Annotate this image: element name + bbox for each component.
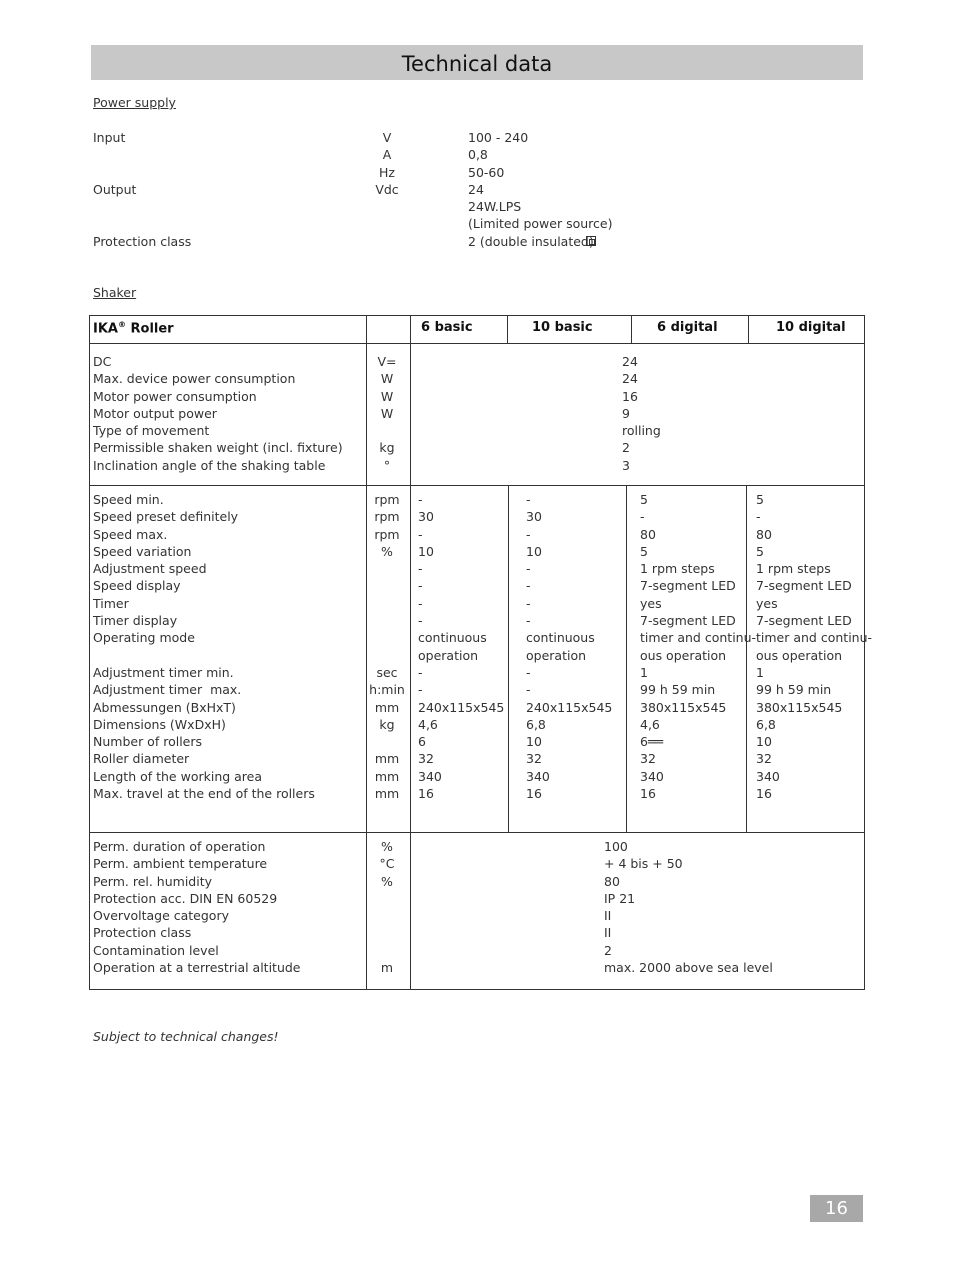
power-supply-heading: Power supply: [93, 95, 176, 110]
table-cell: 32: [756, 751, 772, 767]
table-cell: -: [640, 509, 645, 525]
table-cell: 16: [622, 388, 638, 404]
table-cell: -: [418, 492, 423, 507]
table-header-model: 10 digital: [776, 320, 846, 335]
table-cell: %: [381, 839, 393, 854]
table-divider: [410, 315, 411, 990]
table-cell: [93, 198, 191, 215]
table-cell: 24: [468, 181, 484, 197]
table-cell: V: [382, 130, 392, 145]
section3-values: [604, 838, 773, 976]
table-cell: 7-segment LED: [756, 578, 852, 594]
table-cell: m: [380, 960, 394, 976]
footer-note: Subject to technical changes!: [93, 1029, 279, 1044]
table-cell: + 4 bis + 50: [604, 856, 683, 872]
table-cell: Adjustment speed: [93, 561, 207, 577]
table-cell: [366, 612, 408, 629]
table-cell: -: [418, 526, 423, 542]
table-cell: 7-segment LED: [640, 578, 736, 594]
table-cell: rolling: [622, 423, 661, 439]
table-cell: 6══: [640, 734, 664, 750]
table-cell: -: [526, 578, 531, 594]
table-cell: Motor output power: [93, 405, 217, 421]
table-cell: rpm: [374, 492, 400, 507]
table-cell: -: [526, 664, 531, 680]
table-cell: 30: [418, 509, 434, 525]
table-cell: 9: [622, 405, 630, 421]
table-cell: sec: [376, 664, 398, 680]
table-cell: -: [418, 561, 423, 577]
table-cell: 1: [756, 664, 764, 680]
section2-units: [366, 491, 408, 802]
table-cell: continuous: [418, 630, 487, 646]
table-cell: Input: [93, 130, 126, 145]
table-cell: 100 - 240: [468, 130, 529, 145]
table-cell: [366, 560, 408, 577]
table-cell: [366, 629, 408, 646]
table-cell: 2: [604, 942, 612, 958]
table-cell: Adjustment timer min.: [93, 664, 234, 680]
table-cell: 24: [622, 354, 638, 369]
table-cell: 80: [640, 526, 656, 542]
table-divider: [748, 315, 749, 343]
table-cell: Dimensions (WxDxH): [93, 716, 226, 732]
table-cell: Protection class: [93, 925, 192, 941]
table-divider: [631, 315, 632, 343]
table-cell: 32: [418, 751, 434, 767]
table-cell: -: [418, 613, 423, 629]
table-cell: (Limited power source): [468, 216, 613, 232]
table-cell: W: [380, 371, 394, 387]
table-cell: °C: [379, 856, 395, 872]
table-cell: mm: [374, 786, 400, 802]
table-cell: Speed display: [93, 578, 181, 594]
table-cell: [366, 647, 408, 664]
table-cell: 50-60: [468, 164, 505, 180]
table-cell: Speed min.: [93, 492, 164, 507]
shaker-heading: Shaker: [93, 285, 137, 300]
table-cell: timer and continu-: [640, 630, 757, 646]
table-cell: -: [526, 561, 531, 577]
table-cell: 2 (double insulated): [468, 233, 594, 249]
table-cell: 4,6: [418, 716, 438, 732]
table-cell: -: [418, 682, 423, 698]
table-cell: Adjustment timer max.: [93, 682, 242, 698]
table-cell: mm: [374, 751, 400, 767]
table-cell: %: [381, 873, 393, 889]
table-cell: 16: [640, 786, 656, 802]
table-cell: 16: [526, 786, 542, 802]
table-cell: 80: [756, 526, 772, 542]
table-cell: -: [526, 682, 531, 698]
table-cell: Max. device power consumption: [93, 371, 296, 387]
table-divider: [89, 832, 865, 833]
table-cell: 30: [526, 509, 542, 525]
table-cell: Timer display: [93, 613, 178, 629]
table-cell: Perm. ambient temperature: [93, 856, 268, 872]
table-cell: 340: [526, 768, 550, 784]
table-cell: 4,6: [640, 716, 660, 732]
table-divider: [89, 485, 865, 486]
table-cell: 24W.LPS: [468, 199, 522, 215]
table-cell: W: [380, 388, 394, 404]
table-cell: 340: [640, 768, 664, 784]
section3-labels: [93, 838, 301, 976]
table-divider: [507, 315, 508, 343]
table-cell: 240x115x545: [526, 699, 613, 715]
table-cell: [93, 164, 191, 181]
table-cell: -: [526, 595, 531, 611]
table-cell: yes: [640, 595, 662, 611]
table-header-model: 6 basic: [421, 320, 473, 335]
section3-units: [366, 838, 408, 976]
table-cell: 7-segment LED: [756, 613, 852, 629]
table-cell: Roller diameter: [93, 751, 190, 767]
power-supply-values: [468, 129, 612, 250]
table-cell: [366, 733, 408, 750]
table-cell: 16: [418, 786, 434, 802]
table-cell: %: [381, 543, 393, 559]
table-cell: IP 21: [604, 890, 636, 906]
table-cell: Speed max.: [93, 526, 168, 542]
table-cell: [366, 942, 408, 959]
section2-labels: [93, 491, 315, 802]
section2-col-10basic: [526, 491, 612, 802]
section2-col-10digital: [756, 491, 872, 802]
table-cell: Perm. rel. humidity: [93, 873, 213, 889]
table-cell: yes: [756, 595, 778, 611]
power-supply-labels: [93, 129, 191, 250]
table-cell: Abmessungen (BxHxT): [93, 699, 236, 715]
table-cell: Inclination angle of the shaking table: [93, 457, 326, 473]
table-cell: Operation at a terrestrial altitude: [93, 960, 301, 976]
table-cell: 5: [640, 543, 648, 559]
table-cell: Timer: [93, 595, 129, 611]
table-cell: V=: [377, 354, 397, 369]
table-cell: Speed variation: [93, 543, 192, 559]
table-cell: Hz: [379, 164, 395, 180]
page-title: Technical data: [401, 52, 553, 76]
table-cell: 6,8: [756, 716, 776, 732]
table-cell: max. 2000 above sea level: [604, 960, 773, 976]
section1-values: [622, 353, 661, 474]
table-cell: -: [526, 492, 531, 507]
table-cell: h:min: [369, 682, 405, 698]
table-cell: [366, 907, 408, 924]
table-cell: II: [604, 925, 612, 941]
section2-col-6digital: [640, 491, 756, 802]
section1-units: [366, 353, 408, 474]
table-cell: 10: [526, 734, 542, 750]
table-cell: 6,8: [526, 716, 546, 732]
table-cell: [93, 647, 315, 664]
table-cell: ous operation: [640, 647, 727, 663]
table-header-model: 6 digital: [657, 320, 718, 335]
table-cell: -: [756, 509, 761, 525]
table-cell: °: [383, 457, 391, 473]
table-cell: 99 h 59 min: [640, 682, 716, 698]
table-cell: [366, 890, 408, 907]
table-cell: 1: [640, 664, 648, 680]
table-cell: 380x115x545: [640, 699, 727, 715]
table-cell: Protection acc. DIN EN 60529: [93, 890, 278, 906]
table-cell: -: [418, 578, 423, 594]
table-cell: [366, 198, 408, 215]
table-cell: 2: [622, 440, 630, 456]
table-cell: 10: [526, 543, 542, 559]
table-divider: [89, 343, 865, 344]
section2-col-6basic: [418, 491, 504, 802]
table-cell: kg: [379, 440, 395, 456]
table-cell: 32: [526, 751, 542, 767]
table-cell: 100: [604, 839, 628, 854]
table-cell: 99 h 59 min: [756, 682, 832, 698]
table-cell: mm: [374, 768, 400, 784]
table-cell: II: [604, 908, 612, 924]
table-cell: Protection class: [93, 233, 192, 249]
table-cell: Operating mode: [93, 630, 195, 646]
table-header-model: 10 basic: [532, 320, 593, 335]
table-cell: 32: [640, 751, 656, 767]
table-header-product: IKA® Roller: [93, 320, 174, 337]
table-cell: A: [382, 147, 392, 163]
table-cell: operation: [418, 647, 479, 663]
table-cell: -: [418, 664, 423, 680]
table-cell: 0,8: [468, 147, 488, 163]
table-cell: Speed preset definitely: [93, 509, 239, 525]
table-cell: 10: [418, 543, 434, 559]
page-header-bar: [91, 45, 863, 80]
table-cell: rpm: [374, 509, 400, 525]
table-cell: 1 rpm steps: [756, 561, 831, 577]
table-cell: 1 rpm steps: [640, 561, 715, 577]
table-cell: 340: [756, 768, 780, 784]
table-cell: Vdc: [375, 181, 399, 197]
table-cell: -: [526, 526, 531, 542]
table-cell: 6: [418, 734, 426, 750]
table-cell: 5: [756, 543, 764, 559]
table-cell: Length of the working area: [93, 768, 263, 784]
table-cell: [366, 595, 408, 612]
table-cell: [366, 577, 408, 594]
table-cell: rpm: [374, 526, 400, 542]
table-cell: Output: [93, 181, 137, 197]
section1-labels: [93, 353, 343, 474]
table-cell: [366, 215, 408, 232]
table-cell: operation: [526, 647, 587, 663]
table-cell: Number of rollers: [93, 734, 203, 750]
power-supply-units: [366, 129, 408, 250]
table-divider: [508, 485, 509, 832]
table-cell: [93, 215, 191, 232]
table-cell: 240x115x545: [418, 699, 505, 715]
table-cell: 5: [640, 492, 648, 507]
table-cell: [93, 146, 191, 163]
table-cell: mm: [374, 699, 400, 715]
table-cell: Perm. duration of operation: [93, 839, 266, 854]
table-cell: Contamination level: [93, 942, 219, 958]
table-cell: -: [418, 595, 423, 611]
table-cell: 16: [756, 786, 772, 802]
table-cell: Type of movement: [93, 423, 210, 439]
table-cell: Overvoltage category: [93, 908, 229, 924]
double-insulation-icon: [586, 236, 596, 246]
page-number: 16: [810, 1195, 863, 1222]
table-cell: DC: [93, 354, 112, 369]
table-cell: 380x115x545: [756, 699, 843, 715]
table-cell: [366, 422, 408, 439]
table-cell: W: [380, 405, 394, 421]
table-cell: continuous: [526, 630, 595, 646]
table-cell: -: [526, 613, 531, 629]
table-cell: Motor power consumption: [93, 388, 257, 404]
table-cell: 10: [756, 734, 772, 750]
table-cell: 5: [756, 492, 764, 507]
table-cell: timer and continu-: [756, 630, 873, 646]
table-divider: [626, 485, 627, 832]
table-cell: Permissible shaken weight (incl. fixture): [93, 440, 343, 456]
table-cell: 24: [622, 371, 638, 387]
table-cell: 80: [604, 873, 620, 889]
table-cell: [366, 924, 408, 941]
table-cell: 3: [622, 457, 630, 473]
table-cell: kg: [379, 716, 395, 732]
table-cell: 340: [418, 768, 442, 784]
table-cell: 7-segment LED: [640, 613, 736, 629]
table-cell: Max. travel at the end of the rollers: [93, 786, 315, 802]
table-cell: [366, 233, 408, 250]
table-cell: ous operation: [756, 647, 843, 663]
